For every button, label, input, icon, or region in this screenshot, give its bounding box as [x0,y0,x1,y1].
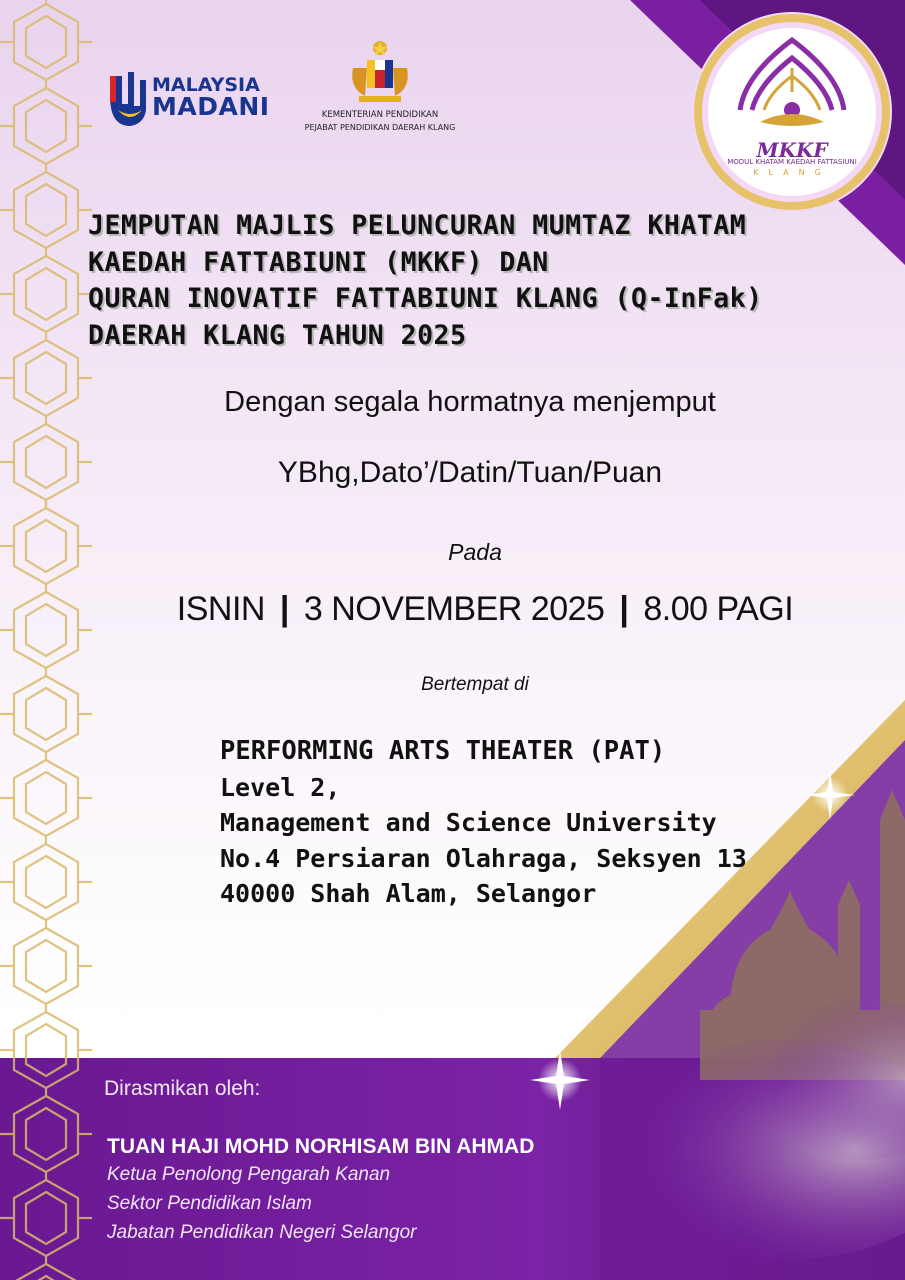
event-datetime [120,590,850,629]
mkkf-name: MKKF [756,138,828,162]
separator-1: | [279,590,289,628]
kementerian-logo [290,38,470,138]
venue-line-3: Management and Science University [220,808,717,837]
officer-name: TUAN HAJI MOHD NORHISAM BIN AHMAD [107,1135,535,1158]
madani-line2: MADANI [152,92,270,121]
pejabat-name: PEJABAT PENDIDIKAN DAERAH KLANG [304,123,456,132]
mkkf-city: KLANG [753,168,831,177]
on-label: Pada [448,539,502,565]
event-time: 8.00 PAGI [643,590,794,628]
event-title [88,208,808,354]
left-border-pattern [0,0,92,1280]
separator-2: | [619,590,629,628]
venue-label: Bertempat di [421,674,529,695]
officer-role-1: Ketua Penolong Pengarah Kanan [107,1164,391,1185]
venue-address [220,734,820,912]
venue-line-4: No.4 Persiaran Olahraga, Seksyen 13 [220,843,747,873]
madani-line1: MALAYSIA [152,74,260,96]
officer-role-2: Sektor Pendidikan Islam [107,1193,312,1214]
officer-role-3: Jabatan Pendidikan Negeri Selangor [107,1222,417,1243]
malaysia-madani-logo [104,66,279,132]
venue-line-5: 40000 Shah Alam, Selangor [220,879,597,908]
title-line-3: QURAN INOVATIF FATTABIUNI KLANG (Q-InFak) [88,283,763,314]
title-line-4: DAERAH KLANG TAHUN 2025 [88,319,467,351]
title-line-2: KAEDAH FATTABIUNI (MKKF) DAN [88,246,549,278]
mkkf-subtitle: MODUL KHATAM KAEDAH FATTASIUNI [727,158,857,166]
venue-line-2: Level 2, [220,772,341,802]
officiated-label: Dirasmikan oleh: [104,1077,261,1100]
madani-emblem-icon [104,66,148,130]
event-day: ISNIN [176,590,265,628]
coat-of-arms-icon [345,38,415,108]
venue-line-1: PERFORMING ARTS THEATER (PAT) [220,736,666,766]
invitation-intro: Dengan segala hormatnya menjemput [224,386,716,418]
mkkf-logo [690,10,895,215]
invited-guests: YBhg,Dato’/Datin/Tuan/Puan [277,456,663,489]
title-line-1: JEMPUTAN MAJLIS PELUNCURAN MUMTAZ KHATAM [88,210,747,241]
kementerian-name: KEMENTERIAN PENDIDIKAN [321,110,439,120]
event-date: 3 NOVEMBER 2025 [303,590,605,628]
